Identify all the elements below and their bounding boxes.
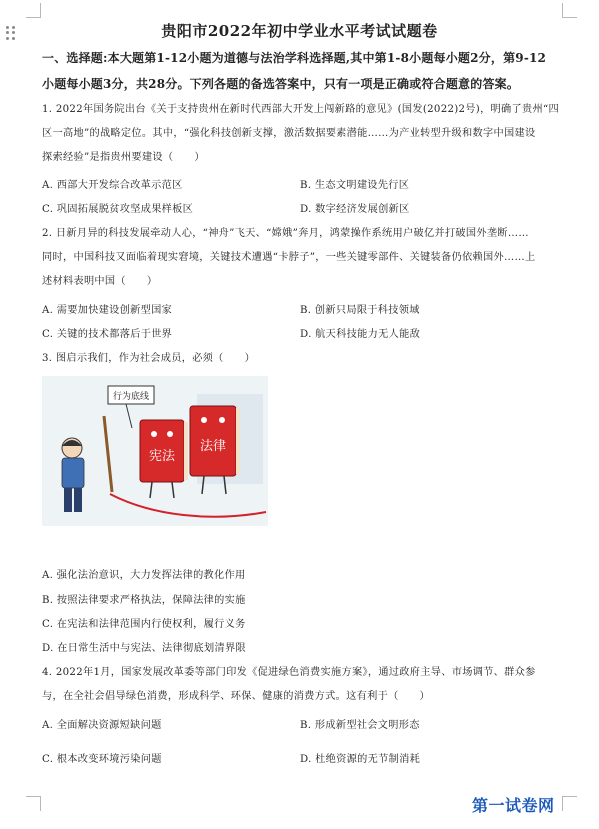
question-3-line: 3. 图启示我们，作为社会成员，必须（ ） <box>42 353 256 364</box>
crop-mark-bottom-left <box>26 796 41 811</box>
question-2-option-b[interactable]: B. 创新只局限于科技领域 <box>300 305 420 316</box>
question-2-line: 述材料表明中国（ ） <box>42 276 158 287</box>
question-3-stem <box>42 347 564 371</box>
question-3-option-d[interactable]: D. 在日常生活中与宪法、法律彻底划清界限 <box>42 643 246 654</box>
section-instruction-line-1: 一、选择题:本大题第1-12小题为道德与法治学科选择题,其中第1-8小题每小题2分，第9-12 <box>42 51 547 65</box>
question-4-option-c[interactable]: C. 根本改变环境污染问题 <box>42 754 162 765</box>
question-1-option-a[interactable]: A. 西部大开发综合改革示范区 <box>42 180 183 191</box>
question-2-stem <box>42 222 564 294</box>
question-3-option-b[interactable]: B. 按照法律要求严格执法，保障法律的实施 <box>42 595 246 606</box>
question-4-stem <box>42 661 564 709</box>
question-2-option-c[interactable]: C. 关键的技术都落后于世界 <box>42 329 173 340</box>
question-3-option-c[interactable]: C. 在宪法和法律范围内行使权利，履行义务 <box>42 619 246 630</box>
question-4-option-d[interactable]: D. 杜绝资源的无节制消耗 <box>300 754 421 765</box>
book2-label: 法律 <box>199 439 227 454</box>
question-1-line: 区一高地”的战略定位。其中，“强化科技创新支撑，激活数据要素潜能……为产业转型升级和数字中国建设 <box>42 128 536 139</box>
question-1-option-d[interactable]: D. 数字经济发展创新区 <box>300 204 410 215</box>
question-4-line: 与，在全社会倡导绿色消费，形成科学、环保、健康的消费方式。这有利于（ ） <box>42 691 431 702</box>
section-instruction-line-2: 小题每小题3分，共28分。下列各题的备选答案中，只有一项是正确或符合题意的答案。 <box>42 77 520 91</box>
question-3-option-a[interactable]: A. 强化法治意识，大力发挥法律的教化作用 <box>42 570 246 581</box>
question-2-option-a[interactable]: A. 需要加快建设创新型国家 <box>42 305 173 316</box>
page-title: 贵阳市2022年初中学业水平考试试题卷 <box>161 22 438 40</box>
question-2-line: 同时，中国科技又面临着现实窘境，关键技术遭遇“卡脖子”，一些关键零部件、关键装备仍依赖国外……上 <box>42 252 536 263</box>
question-4-line: 4. 2022年1月，国家发展改革委等部门印发《促进绿色消费实施方案》，通过政府主导、市场调节、群众参 <box>42 667 536 678</box>
crop-mark-bottom-right <box>562 796 577 811</box>
question-1-option-b[interactable]: B. 生态文明建设先行区 <box>300 180 410 191</box>
watermark-text: 第一试卷网 <box>472 796 555 815</box>
crop-mark-top-right <box>562 3 577 18</box>
question-2-option-d[interactable]: D. 航天科技能力无人能敌 <box>300 329 421 340</box>
question-1-line: 1. 2022年国务院出台《关于支持贵州在新时代西部大开发上闯新路的意见》(国发(2022)2号)，明确了贵州“四 <box>42 104 559 115</box>
book1-label: 宪法 <box>148 449 176 464</box>
question-2-line: 2. 日新月异的科技发展牵动人心，“神舟”飞天、“嫦娥”奔月，鸿蒙操作系统用户破亿并打破国外垄断…… <box>42 228 529 239</box>
question-1-stem <box>42 98 564 170</box>
sign-text: 行为底线 <box>112 392 150 402</box>
question-4-option-b[interactable]: B. 形成新型社会文明形态 <box>300 720 420 731</box>
law-illustration <box>42 376 268 526</box>
question-4-option-a[interactable]: A. 全面解决资源短缺问题 <box>42 720 162 731</box>
crop-mark-top-left <box>26 3 41 18</box>
question-1-line: 探索经验”是指贵州要建设（ ） <box>42 152 205 163</box>
question-1-option-c[interactable]: C. 巩固拓展脱贫攻坚成果样板区 <box>42 204 194 215</box>
